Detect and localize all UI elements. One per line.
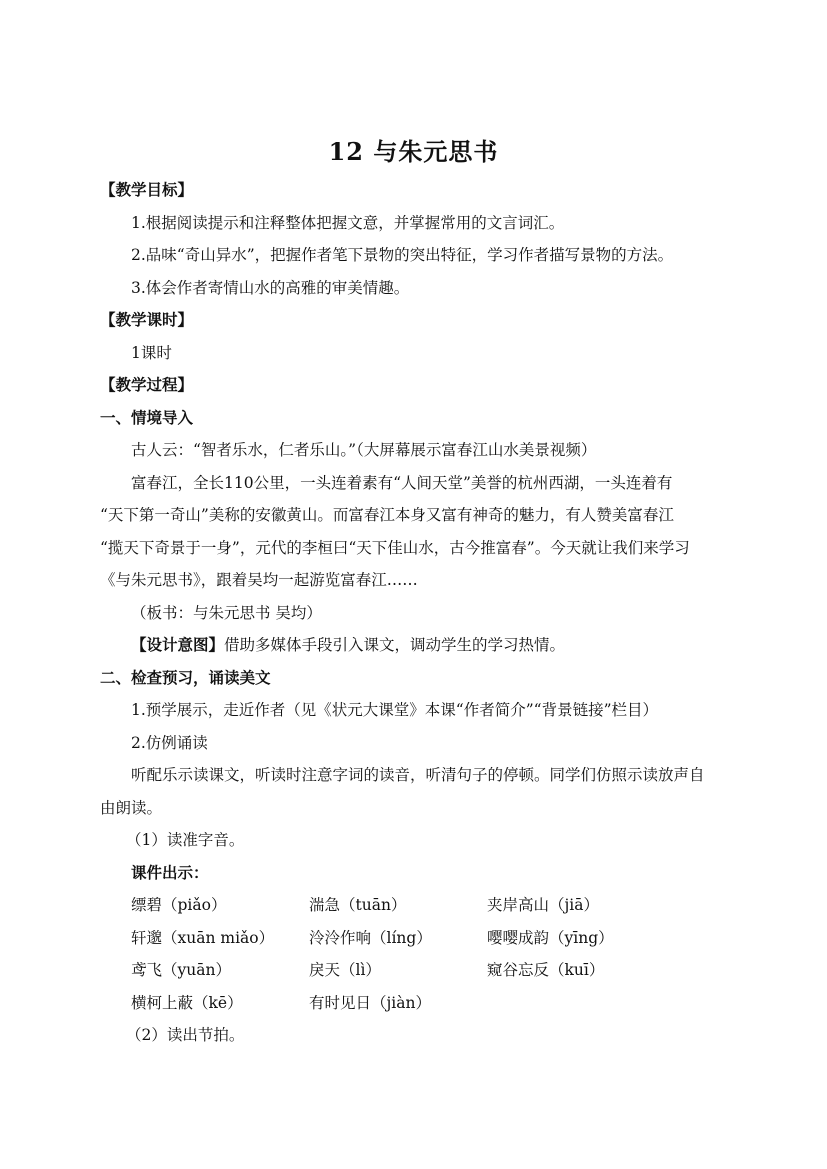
section1-paragraph-1: 古人云：“智者乐水，仁者乐山。”（大屏幕展示富春江山水美景视频） xyxy=(131,441,597,459)
vocab-item: 鸢飞（yuān） xyxy=(131,961,231,979)
vocab-item: 泠泠作响（líng） xyxy=(309,928,432,947)
design-intent-label: 【设计意图】 xyxy=(131,635,225,654)
vocab-item xyxy=(487,987,687,1020)
design-intent xyxy=(100,629,725,662)
objectives-heading: 【教学目标】 xyxy=(100,180,194,199)
vocab-item: 湍急（tuān） xyxy=(309,896,407,914)
page-title: 12 与朱元思书 xyxy=(328,137,499,166)
hours-value: 1课时 xyxy=(131,343,172,362)
section1-paragraph-2-line-4: 《与朱元思书》，跟着吴均一起游览富春江…… xyxy=(100,571,418,589)
vocab-item: 横柯上蔽（kē） xyxy=(131,993,243,1012)
sub-item-1: （1）读准字音。 xyxy=(126,831,245,849)
section1-paragraph-2-line-3: “揽天下奇景于一身”，元代的李桓曰“天下佳山水，古今推富春”。今天就让我们来学习 xyxy=(100,538,690,557)
vocab-item: 有时见日（jiàn） xyxy=(309,993,431,1012)
section2-paragraph-line-1: 听配乐示读课文，听读时注意字词的读音，听清句子的停顿。同学们仿照示读放声自 xyxy=(131,766,705,784)
vocab-row xyxy=(100,954,725,987)
vocab-item: 轩邈（xuān miǎo） xyxy=(131,928,275,947)
hours-heading: 【教学课时】 xyxy=(100,310,194,329)
vocab-row xyxy=(100,889,725,922)
vocab-item: 窥谷忘反（kuī） xyxy=(487,961,605,979)
courseware-label: 课件出示： xyxy=(131,862,209,882)
process-heading: 【教学过程】 xyxy=(100,375,194,394)
objective-item-2: 2.品味“奇山异水”，把握作者笔下景物的突出特征，学习作者描写景物的方法。 xyxy=(131,246,674,264)
sub-item-2: （2）读出节拍。 xyxy=(126,1026,245,1044)
objective-item-1: 1.根据阅读提示和注释整体把握文意，并掌握常用的文言词汇。 xyxy=(131,213,565,232)
section2-heading: 二、检查预习，诵读美文 xyxy=(100,667,271,687)
vocab-item: 嘤嘤成韵（yīng） xyxy=(487,928,614,947)
design-intent-text: 借助多媒体手段引入课文，调动学生的学习热情。 xyxy=(224,636,566,654)
vocab-row xyxy=(100,987,725,1020)
section2-item-2: 2.仿例诵读 xyxy=(131,733,208,752)
section2-item-1: 1.预学展示，走近作者（见《状元大课堂》本课“作者简介”“背景链接”栏目） xyxy=(131,701,658,719)
section1-heading: 一、情境导入 xyxy=(100,407,194,427)
section1-paragraph-2-line-1: 富春江，全长110公里，一头连着素有“人间天堂”美誉的杭州西湖，一头连着有 xyxy=(131,473,673,492)
section2-paragraph-line-2: 由朗读。 xyxy=(100,798,163,817)
vocab-item: 缥碧（piǎo） xyxy=(131,896,227,914)
vocab-item: 戾天（lì） xyxy=(309,961,381,979)
objective-item-3: 3.体会作者寄情山水的高雅的审美情趣。 xyxy=(131,278,410,297)
document-body xyxy=(100,174,725,1052)
section1-paragraph-2-line-2: “天下第一奇山”美称的安徽黄山。而富春江本身又富有神奇的魅力，有人赞美富春江 xyxy=(100,506,674,524)
board-note: （板书：与朱元思书 吴均） xyxy=(131,603,322,622)
vocab-item: 夹岸高山（jiā） xyxy=(487,896,600,914)
vocab-row xyxy=(100,922,725,955)
